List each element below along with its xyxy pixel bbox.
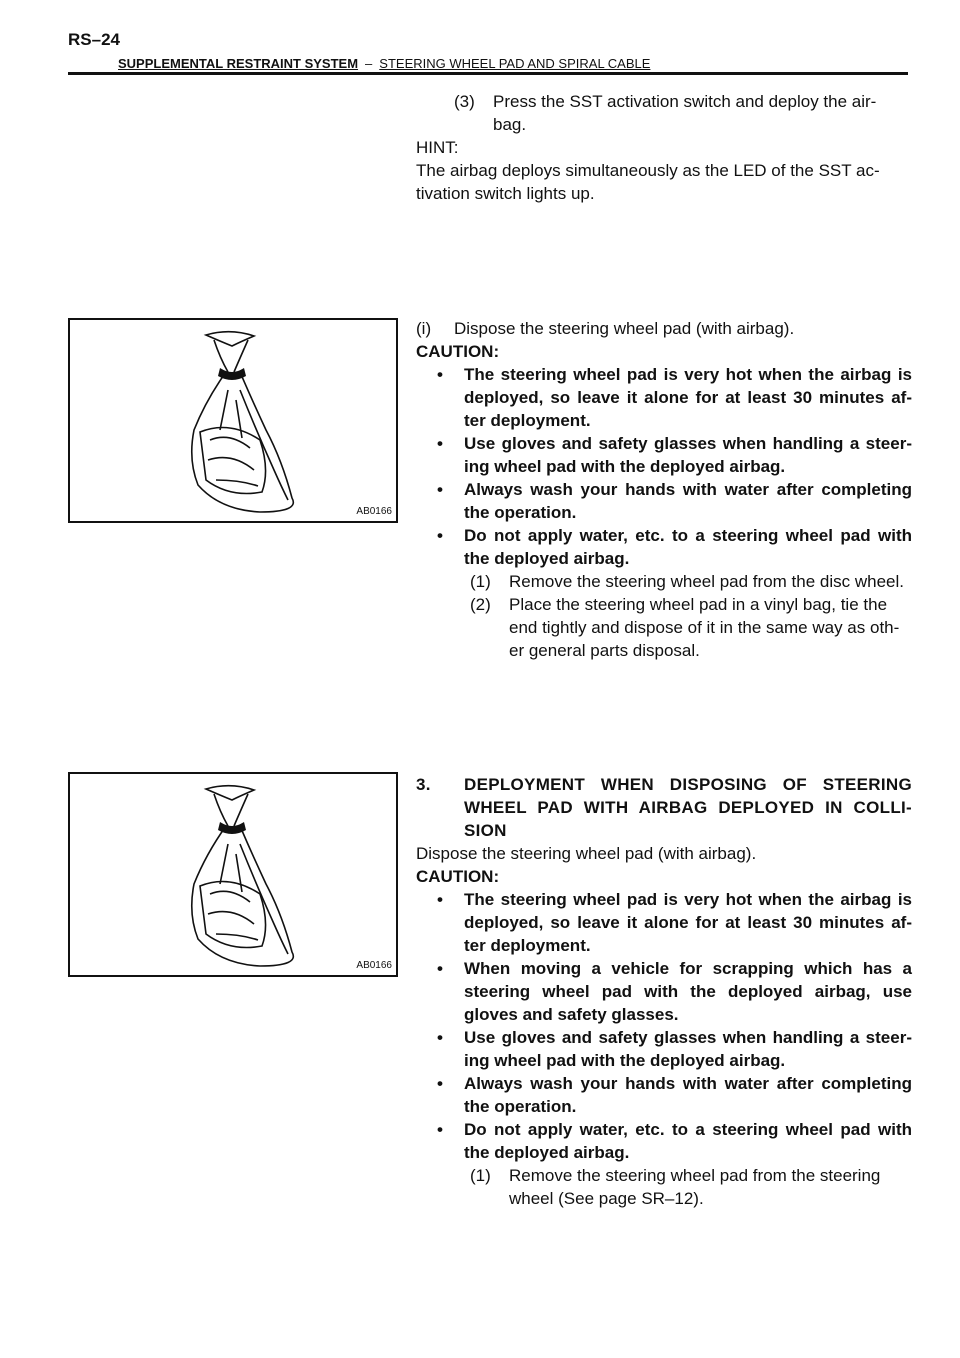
figure-code: AB0166 (356, 506, 392, 517)
caution-bullet: • Use gloves and safety glasses when handling a steer- ing wheel pad with the deployed airbag. (437, 1028, 912, 1070)
substep-2: (2) Place the steering wheel pad in a vinyl bag, tie the end tightly and dispose of it in the same way as oth- er general parts disposal. (470, 595, 900, 660)
intro-text: Dispose the steering wheel pad (with airbag). (416, 844, 757, 863)
block-collision-deployment (416, 773, 912, 1210)
page-number: RS–24 (68, 30, 120, 49)
caution-bullet: • The steering wheel pad is very hot when the airbag is deployed, so leave it alone for at least 30 minutes af- ter deployment. (437, 890, 912, 955)
step-number: 3. (416, 775, 431, 794)
figure-code: AB0166 (356, 960, 392, 971)
running-header (118, 56, 650, 71)
substep-1: (1) Remove the steering wheel pad from the steering wheel (See page SR–12). (470, 1166, 881, 1208)
section-step-3 (416, 773, 912, 842)
vinyl-bag-illustration-icon (70, 774, 396, 975)
caution-bullet: • Always wash your hands with water after completing the operation. (437, 480, 912, 522)
hint-text: The airbag deploys simultaneously as the LED of the SST ac- tivation switch lights up. (416, 161, 880, 203)
item-number: (i) (416, 319, 432, 338)
caution-label: CAUTION: (416, 342, 500, 361)
item-text: Dispose the steering wheel pad (with airbag). (454, 319, 795, 338)
header-rule (68, 72, 908, 75)
step-text: Press the SST activation switch and deploy the air- bag. (493, 92, 877, 134)
figure-2 (68, 772, 398, 977)
substep-1: (1) Remove the steering wheel pad from the disc wheel. (470, 572, 904, 591)
caution-bullet: • The steering wheel pad is very hot when the airbag is deployed, so leave it alone for at least 30 minutes af- ter deployment. (437, 365, 912, 430)
caution-bullet: • Do not apply water, etc. to a steering wheel pad with the deployed airbag. (437, 1120, 912, 1162)
subsection-title: STEERING WHEEL PAD AND SPIRAL CABLE (379, 56, 651, 71)
caution-bullet: • Always wash your hands with water after completing the operation. (437, 1074, 912, 1116)
block-activation (416, 90, 912, 205)
caution-bullet: • Do not apply water, etc. to a steering wheel pad with the deployed airbag. (437, 526, 912, 568)
hint-label: HINT: (416, 138, 459, 157)
vinyl-bag-illustration-icon (70, 320, 396, 521)
item-i (416, 317, 912, 340)
step-number: (3) (454, 92, 475, 111)
section-title: SUPPLEMENTAL RESTRAINT SYSTEM (118, 56, 359, 71)
step-title: DEPLOYMENT WHEN DISPOSING OF STEERING WHEEL PAD WITH AIRBAG DEPLOYED IN COLLI- SION (464, 775, 912, 840)
header-dash: – (365, 56, 373, 71)
block-disposal (416, 317, 912, 662)
caution-bullet: • When moving a vehicle for scrapping which has a steering wheel pad with the deployed airbag, use gloves and safety glasses. (437, 959, 912, 1024)
caution-label: CAUTION: (416, 867, 500, 886)
figure-1 (68, 318, 398, 523)
step-3-activation (454, 90, 912, 136)
caution-bullet: • Use gloves and safety glasses when handling a steer- ing wheel pad with the deployed airbag. (437, 434, 912, 476)
